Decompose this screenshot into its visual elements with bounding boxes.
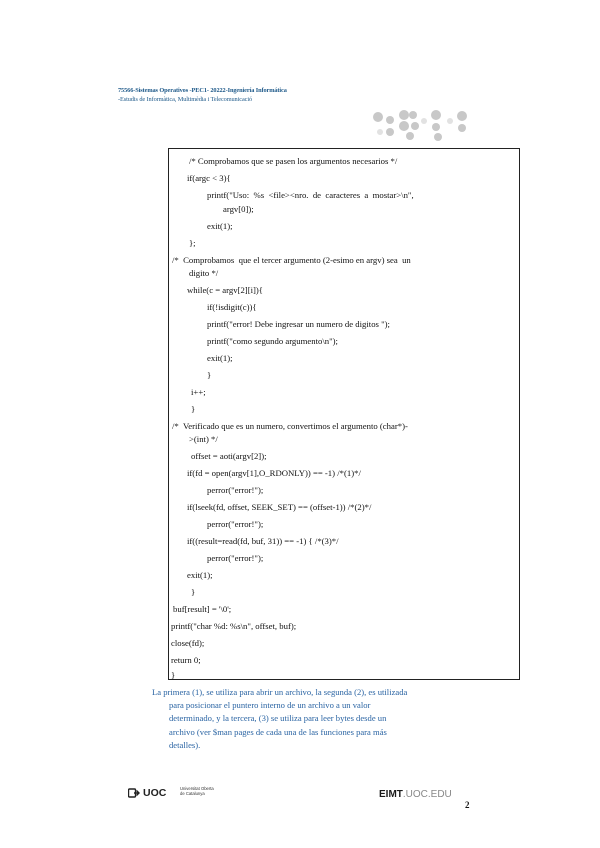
header-course-line: 75566-Sistemas Operativos -PEC1- 20222-Ingeniería Informática bbox=[118, 87, 287, 94]
code-line: exit(1); bbox=[187, 570, 213, 580]
code-line: buf[result] = '\0'; bbox=[173, 604, 232, 614]
header-studies-line: -Estudis de Informàtica, Multimèdia i Telecomunicació bbox=[118, 96, 253, 103]
code-line: printf("Uso: %s <file><nro. de caracteres a mostar>\n", bbox=[207, 190, 414, 200]
code-line: digito */ bbox=[189, 268, 219, 278]
caption-line: determinado, y la tercera, (3) se utiliza para leer bytes desde un bbox=[169, 713, 387, 724]
eimt-domain: .UOC.EDU bbox=[402, 789, 452, 800]
code-line: perror("error!"); bbox=[207, 519, 264, 529]
code-line: if(lseek(fd, offset, SEEK_SET) == (offset-1)) /*(2)*/ bbox=[187, 502, 372, 512]
caption-line: La primera (1), se utiliza para abrir un archivo, la segunda (2), es utilizada bbox=[152, 687, 408, 697]
code-line: if((result=read(fd, buf, 31)) == -1) { /*(3)*/ bbox=[187, 536, 339, 546]
uoc-institution-name bbox=[180, 786, 240, 796]
code-line: perror("error!"); bbox=[207, 553, 264, 563]
code-line: printf("error! Debe ingresar un numero de digitos "); bbox=[207, 319, 390, 329]
code-line: } bbox=[191, 587, 196, 597]
code-line: return 0; bbox=[171, 655, 201, 665]
code-line: i++; bbox=[191, 387, 206, 397]
page-number: 2 bbox=[465, 800, 470, 810]
eimt-bold: EIMT bbox=[379, 789, 403, 800]
code-line: }; bbox=[189, 238, 196, 248]
code-line: if(!isdigit(c)){ bbox=[207, 302, 257, 312]
caption-line: detalles). bbox=[169, 739, 201, 750]
code-line: /* Comprobamos que el tercer argumento (2-esimo en argv) sea un bbox=[172, 255, 411, 265]
code-line: } bbox=[207, 370, 212, 380]
code-line: exit(1); bbox=[207, 353, 233, 363]
code-line: >(int) */ bbox=[189, 434, 218, 444]
explanation-paragraph bbox=[152, 686, 472, 752]
code-line: offset = aoti(argv[2]); bbox=[191, 451, 267, 461]
code-line: printf("char %d: %s\n", offset, buf); bbox=[171, 621, 297, 631]
code-line: argv[0]); bbox=[223, 204, 254, 214]
code-listing-box bbox=[168, 148, 520, 680]
code-line: } bbox=[191, 404, 196, 414]
eimt-logo bbox=[379, 789, 452, 800]
caption-line: archivo (ver $man pages de cada una de las funciones para más bbox=[169, 726, 387, 737]
code-line: if(fd = open(argv[1],O_RDONLY)) == -1) /*(1)*/ bbox=[187, 468, 361, 478]
code-line: /* Verificado que es un numero, convertimos el argumento (char*)- bbox=[172, 421, 408, 431]
dots-decoration-icon bbox=[366, 106, 486, 146]
code-line: } bbox=[171, 670, 176, 680]
uoc-sub-line: de Catalunya bbox=[180, 791, 205, 796]
code-line: while(c = argv[2][i]){ bbox=[187, 285, 263, 295]
code-line: /* Comprobamos que se pasen los argumentos necesarios */ bbox=[189, 156, 398, 166]
uoc-symbol-icon bbox=[128, 787, 140, 799]
caption-line: para posicionar el puntero interno de un archivo a un valor bbox=[169, 700, 371, 711]
code-line: printf("como segundo argumento\n"); bbox=[207, 336, 338, 346]
code-line: perror("error!"); bbox=[207, 485, 264, 495]
uoc-logo bbox=[128, 786, 166, 800]
code-line: exit(1); bbox=[207, 221, 233, 231]
code-line: if(argc < 3){ bbox=[187, 173, 231, 183]
uoc-wordmark: UOC bbox=[143, 787, 167, 799]
code-line: close(fd); bbox=[171, 638, 205, 648]
uoc-sub-line: Universitat Oberta bbox=[180, 786, 214, 791]
